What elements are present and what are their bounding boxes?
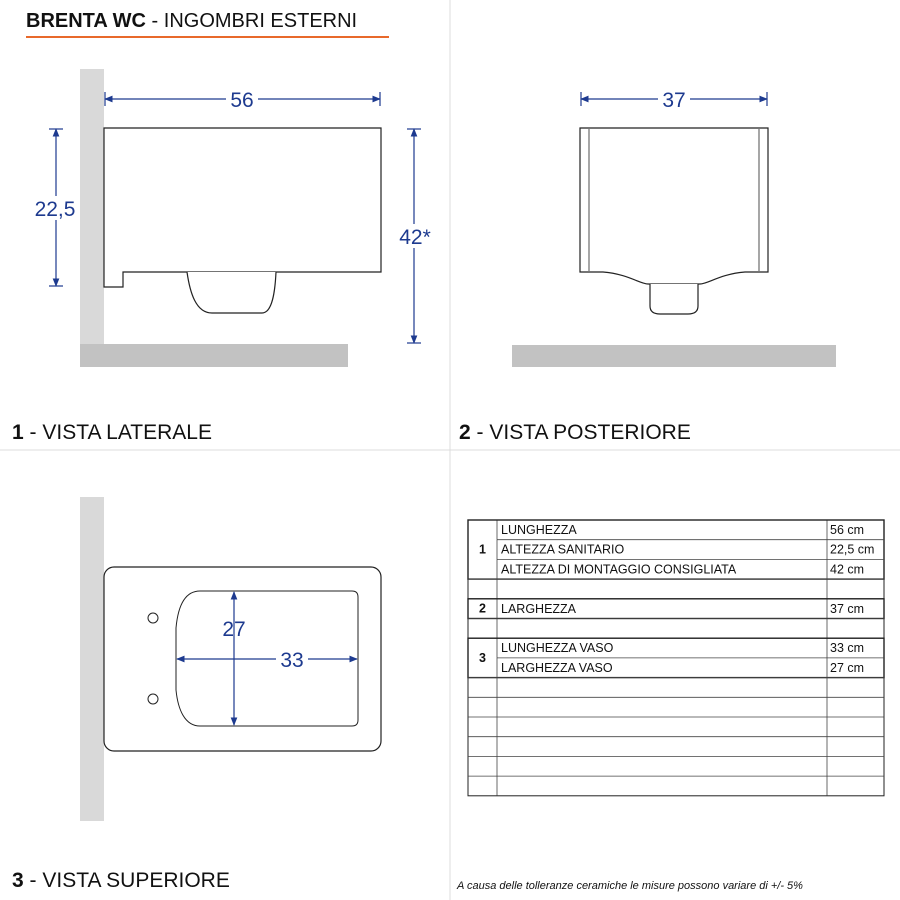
view-number: 3 (12, 869, 24, 892)
sheet-title (26, 10, 357, 32)
table-cell-value: 56 cm (830, 523, 865, 537)
top-view (12, 497, 381, 892)
dim-bowl-length-label: 33 (280, 649, 304, 672)
view-number: 1 (12, 421, 24, 444)
dim-mount-label: 42* (399, 226, 431, 249)
table-group-number: 3 (479, 650, 486, 665)
table-cell-value: 42 cm (830, 562, 865, 577)
table-cell-label: LARGHEZZA VASO (501, 660, 613, 675)
side-floor (80, 344, 348, 367)
dimensions-table (468, 520, 884, 796)
side-toilet-foot (187, 272, 276, 313)
dim-height-label: 22,5 (34, 198, 76, 221)
table-cell-value: 37 cm (830, 601, 865, 616)
top-view-caption (12, 869, 230, 892)
side-toilet-body (104, 128, 381, 287)
rear-floor (512, 345, 836, 367)
rear-toilet-foot (650, 284, 698, 314)
table-cell-label: ALTEZZA DI MONTAGGIO CONSIGLIATA (501, 562, 737, 577)
rear-view (459, 87, 836, 444)
side-wall (80, 69, 104, 344)
view-title: - VISTA POSTERIORE (470, 421, 691, 444)
view-title: - VISTA SUPERIORE (23, 869, 230, 892)
view-title: - VISTA LATERALE (23, 421, 212, 444)
dim-bowl-width-label: 27 (222, 618, 246, 641)
side-view-caption (12, 421, 212, 444)
dim-length-label: 56 (230, 89, 254, 112)
side-view (12, 69, 436, 444)
table-group-number: 2 (479, 601, 486, 616)
top-fixing-hole (148, 694, 158, 704)
table-cell-label: LARGHEZZA (501, 601, 577, 616)
tolerance-note: A causa delle tolleranze ceramiche le misure possono variare di +/- 5% (457, 880, 803, 892)
top-fixing-hole (148, 613, 158, 623)
product-name: BRENTA WC (26, 10, 146, 32)
rear-view-caption (459, 421, 691, 444)
view-number: 2 (459, 421, 471, 444)
sheet-subtitle: - INGOMBRI ESTERNI (145, 10, 358, 32)
top-wall (80, 497, 104, 821)
dim-width-label: 37 (662, 89, 686, 112)
table-group-number: 1 (479, 542, 486, 557)
table-cell-label: LUNGHEZZA (501, 523, 577, 537)
table-cell-value: 33 cm (830, 641, 865, 656)
table-cell-label: LUNGHEZZA VASO (501, 641, 614, 656)
table-cell-label: ALTEZZA SANITARIO (501, 542, 625, 557)
table-cell-value: 27 cm (830, 660, 865, 675)
rear-toilet-body (580, 128, 768, 284)
table-cell-value: 22,5 cm (830, 542, 875, 557)
